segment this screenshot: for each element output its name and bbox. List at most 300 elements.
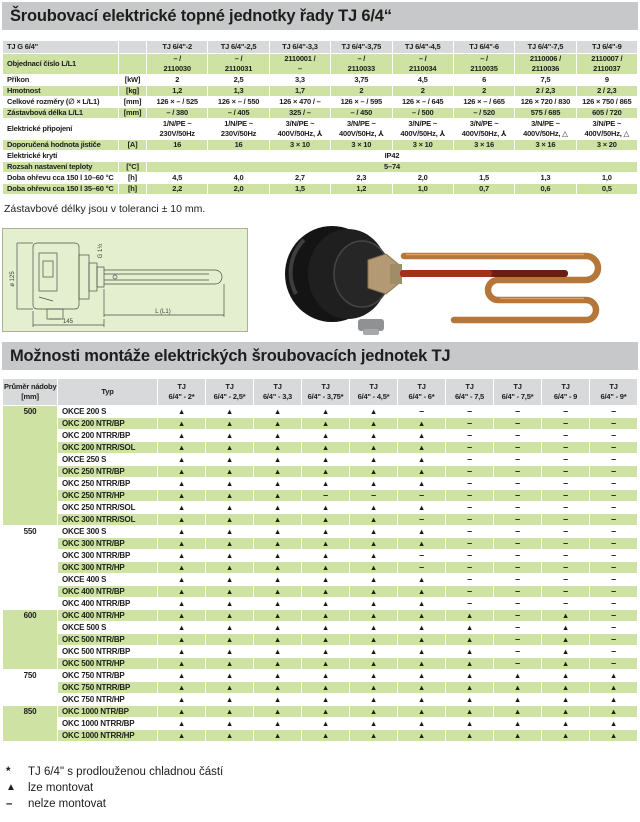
mount-mark: ▲ xyxy=(350,502,398,514)
spec-value: 1,5 xyxy=(453,173,514,184)
spec-row xyxy=(3,162,638,173)
spec-value: 126 × – / 665 xyxy=(453,97,514,108)
mount-mark: ▲ xyxy=(254,658,302,670)
mount-mark: ▲ xyxy=(446,682,494,694)
spec-value: 4,0 xyxy=(208,173,269,184)
mount-type: OKC 750 NTR/BP xyxy=(58,670,158,682)
spec-value: 1,2 xyxy=(147,86,208,97)
mount-mark: ▲ xyxy=(302,430,350,442)
spec-value: 3/N/PE ~ 400V/50Hz, ⅄ xyxy=(453,119,514,140)
spec-col-header: TJ 6/4"-4,5 xyxy=(392,41,453,54)
spec-value: 126 × – / 525 xyxy=(147,97,208,108)
mount-mark: – xyxy=(590,610,638,622)
legend-text-mountable: lze montovat xyxy=(28,782,94,794)
mount-mark: ▲ xyxy=(542,634,590,646)
mount-mark: ▲ xyxy=(542,610,590,622)
spec-value: 3 × 16 xyxy=(515,140,576,151)
spec-value: 1,0 xyxy=(392,184,453,195)
mount-type: OKC 1000 NTR/BP xyxy=(58,706,158,718)
mount-col-header: TJ 6/4" - 3,3 xyxy=(254,379,302,406)
mount-mark: ▲ xyxy=(158,538,206,550)
mount-mark: ▲ xyxy=(254,586,302,598)
mount-mark: – xyxy=(590,550,638,562)
mount-mark: ▲ xyxy=(446,730,494,742)
mount-mark: – xyxy=(542,562,590,574)
spec-col-header: TJ 6/4"-3,75 xyxy=(331,41,392,54)
spec-value: 575 / 685 xyxy=(515,108,576,119)
mount-mark: – xyxy=(590,598,638,610)
spec-value: 126 × – / 550 xyxy=(208,97,269,108)
spec-row-label: Celkové rozměry (∅ × L/L1) xyxy=(3,97,119,108)
mount-mark: – xyxy=(590,502,638,514)
spec-row xyxy=(3,108,638,119)
mount-type: OKC 500 NTR/BP xyxy=(58,634,158,646)
mount-mark: ▲ xyxy=(542,658,590,670)
spec-value: 0,6 xyxy=(515,184,576,195)
spec-col-header: TJ 6/4"-7,5 xyxy=(515,41,576,54)
mount-mark: – xyxy=(542,586,590,598)
spec-value: 3/N/PE ~ 400V/50Hz, ⅄ xyxy=(269,119,330,140)
mount-mark: ▲ xyxy=(302,706,350,718)
mount-mark: ▲ xyxy=(398,586,446,598)
spec-value: 3 × 10 xyxy=(331,140,392,151)
mount-mark: ▲ xyxy=(302,682,350,694)
mount-mark: ▲ xyxy=(398,694,446,706)
mount-mark: ▲ xyxy=(206,682,254,694)
mount-mark: ▲ xyxy=(158,694,206,706)
spec-value: 2 xyxy=(453,86,514,97)
mount-mark: – xyxy=(494,658,542,670)
mount-mark: ▲ xyxy=(206,490,254,502)
spec-row-label: Příkon xyxy=(3,75,119,86)
mount-mark: ▲ xyxy=(350,718,398,730)
mount-type: OKC 200 NTR/BP xyxy=(58,418,158,430)
mount-mark: ▲ xyxy=(542,718,590,730)
triangle-symbol: ▲ xyxy=(6,782,16,793)
mount-mark: – xyxy=(590,478,638,490)
spec-row-unit: [A] xyxy=(119,140,147,151)
spec-col-header: TJ 6/4"-3,3 xyxy=(269,41,330,54)
mount-mark: ▲ xyxy=(398,574,446,586)
mount-mark: – xyxy=(494,442,542,454)
spec-value: 2 / 2,3 xyxy=(515,86,576,97)
mount-mark: ▲ xyxy=(446,670,494,682)
mount-mark: ▲ xyxy=(350,454,398,466)
spec-value: 3 × 10 xyxy=(392,140,453,151)
spec-value: 126 × 720 / 830 xyxy=(515,97,576,108)
mount-mark: ▲ xyxy=(206,550,254,562)
mount-mark: ▲ xyxy=(206,706,254,718)
spec-corner-label: TJ G 6/4" xyxy=(3,41,119,54)
mount-mark: ▲ xyxy=(254,490,302,502)
mount-mark: ▲ xyxy=(254,718,302,730)
mount-row xyxy=(3,610,638,622)
legend-item-not-mountable xyxy=(6,796,223,812)
mount-mark: ▲ xyxy=(446,622,494,634)
mount-row xyxy=(3,562,638,574)
mount-mark: ▲ xyxy=(398,706,446,718)
spec-value: 126 × – / 645 xyxy=(392,97,453,108)
mount-mark: ▲ xyxy=(302,718,350,730)
mount-mark: ▲ xyxy=(254,706,302,718)
mount-mark: – xyxy=(590,574,638,586)
spec-value: 16 xyxy=(208,140,269,151)
mount-type: OKC 300 NTRR/BP xyxy=(58,550,158,562)
mount-mark: – xyxy=(494,622,542,634)
mount-mark: ▲ xyxy=(446,718,494,730)
mount-mark: – xyxy=(590,658,638,670)
mount-mark: – xyxy=(590,526,638,538)
spec-row xyxy=(3,54,638,75)
mount-mark: ▲ xyxy=(398,622,446,634)
mount-type: OKCE 400 S xyxy=(58,574,158,586)
spec-value: – / 2110031 xyxy=(208,54,269,75)
mount-mark: ▲ xyxy=(206,442,254,454)
mount-mark: – xyxy=(542,466,590,478)
spec-value: 3/N/PE ~ 400V/50Hz, △ xyxy=(515,119,576,140)
mount-mark: ▲ xyxy=(302,622,350,634)
mount-mark: – xyxy=(446,562,494,574)
mount-mark: – xyxy=(446,586,494,598)
spec-row xyxy=(3,86,638,97)
mount-mark: ▲ xyxy=(302,634,350,646)
mount-header-row xyxy=(3,379,638,406)
spec-value: 1/N/PE ~ 230V/50Hz xyxy=(147,119,208,140)
mount-mark: ▲ xyxy=(206,694,254,706)
mount-mark: ▲ xyxy=(206,610,254,622)
mount-mark: ▲ xyxy=(302,478,350,490)
mount-mark: ▲ xyxy=(350,646,398,658)
mount-mark: ▲ xyxy=(350,586,398,598)
spec-col-header: TJ 6/4"-2,5 xyxy=(208,41,269,54)
mount-mark: ▲ xyxy=(494,730,542,742)
spec-value: 0,7 xyxy=(453,184,514,195)
spec-value: 2,2 xyxy=(147,184,208,195)
mount-mark: ▲ xyxy=(254,502,302,514)
mount-mark: – xyxy=(494,502,542,514)
spec-value: 3,3 xyxy=(269,75,330,86)
technical-drawing-panel xyxy=(2,228,248,332)
mount-mark: ▲ xyxy=(302,598,350,610)
mount-mark: – xyxy=(494,538,542,550)
dash-symbol: – xyxy=(6,798,13,810)
mount-mark: ▲ xyxy=(206,478,254,490)
spec-value: 0,5 xyxy=(576,184,637,195)
mount-mark: – xyxy=(590,430,638,442)
mount-mark: – xyxy=(542,598,590,610)
mount-mark: ▲ xyxy=(398,718,446,730)
product-photo xyxy=(272,222,632,337)
spec-row-label: Rozsah nastavení teploty xyxy=(3,162,119,173)
spec-col-header: TJ 6/4"-2 xyxy=(147,41,208,54)
mount-mark: – xyxy=(542,418,590,430)
mount-mark: ▲ xyxy=(158,658,206,670)
mount-mark: ▲ xyxy=(254,478,302,490)
mount-mark: ▲ xyxy=(206,658,254,670)
mount-row xyxy=(3,526,638,538)
mount-row xyxy=(3,406,638,418)
mount-mark: – xyxy=(446,478,494,490)
mount-mark: – xyxy=(542,406,590,418)
mount-mark: – xyxy=(494,598,542,610)
spec-value: – / 450 xyxy=(331,108,392,119)
mount-mark: ▲ xyxy=(398,466,446,478)
mount-mark: ▲ xyxy=(542,706,590,718)
mount-mark: ▲ xyxy=(254,442,302,454)
mount-mark: ▲ xyxy=(350,550,398,562)
mount-row xyxy=(3,418,638,430)
legend-item-extended xyxy=(6,764,223,780)
mount-row xyxy=(3,586,638,598)
mount-mark: ▲ xyxy=(206,730,254,742)
mount-diameter: 500 xyxy=(3,406,58,526)
mount-mark: ▲ xyxy=(254,622,302,634)
mount-mark: ▲ xyxy=(302,670,350,682)
mount-mark: – xyxy=(494,466,542,478)
mount-mark: – xyxy=(494,454,542,466)
mount-mark: – xyxy=(446,550,494,562)
mount-mark: – xyxy=(494,514,542,526)
mount-mark: ▲ xyxy=(302,514,350,526)
mount-mark: – xyxy=(590,454,638,466)
mount-type: OKC 250 NTR/BP xyxy=(58,466,158,478)
spec-value: 126 × 470 / – xyxy=(269,97,330,108)
mount-mark: ▲ xyxy=(158,418,206,430)
spec-row-unit: [kW] xyxy=(119,75,147,86)
mount-mark: ▲ xyxy=(254,466,302,478)
section1-title: Šroubovací elektrické topné jednotky řady TJ 6/4“ xyxy=(2,2,638,30)
mount-mark: ▲ xyxy=(350,706,398,718)
mount-mark: – xyxy=(494,646,542,658)
mount-row xyxy=(3,478,638,490)
mount-mark: ▲ xyxy=(350,694,398,706)
tolerance-note: Zástavbové délky jsou v toleranci ± 10 mm. xyxy=(4,203,206,215)
mount-type-header: Typ xyxy=(58,379,158,406)
mount-mark: – xyxy=(446,418,494,430)
mount-mark: ▲ xyxy=(350,730,398,742)
mount-mark: ▲ xyxy=(350,598,398,610)
mount-mark: ▲ xyxy=(302,646,350,658)
mount-mark: ▲ xyxy=(542,694,590,706)
mount-mark: ▲ xyxy=(446,634,494,646)
mount-col-header: TJ 6/4" - 7,5 xyxy=(446,379,494,406)
mount-mark: – xyxy=(494,478,542,490)
mount-type: OKCE 250 S xyxy=(58,454,158,466)
mount-mark: ▲ xyxy=(206,586,254,598)
mount-mark: ▲ xyxy=(302,586,350,598)
mount-mark: ▲ xyxy=(254,634,302,646)
mount-col-header: TJ 6/4" - 3,75* xyxy=(302,379,350,406)
mount-mark: – xyxy=(542,514,590,526)
mount-row xyxy=(3,490,638,502)
mount-mark: ▲ xyxy=(590,670,638,682)
spec-col-header: TJ 6/4"-6 xyxy=(453,41,514,54)
section2-title: Možnosti montáže elektrických šroubovacích jednotek TJ xyxy=(2,342,638,370)
spec-value: 126 × 750 / 865 xyxy=(576,97,637,108)
spec-value: 2110001 / – xyxy=(269,54,330,75)
spec-value: 2,0 xyxy=(392,173,453,184)
mount-mark: ▲ xyxy=(158,706,206,718)
mount-row xyxy=(3,682,638,694)
mount-mark: ▲ xyxy=(254,670,302,682)
drawing-thread-label: G 1½ xyxy=(98,243,104,259)
mount-type: OKCE 300 S xyxy=(58,526,158,538)
mount-mark: – xyxy=(494,562,542,574)
mount-mark: ▲ xyxy=(158,526,206,538)
mount-mark: – xyxy=(446,598,494,610)
mount-row xyxy=(3,514,638,526)
spec-value: – / 500 xyxy=(392,108,453,119)
mount-diameter: 600 xyxy=(3,610,58,670)
mount-mark: ▲ xyxy=(254,406,302,418)
spec-value: – / 380 xyxy=(147,108,208,119)
mount-mark: ▲ xyxy=(446,646,494,658)
spec-unit-header xyxy=(119,41,147,54)
mount-mark: – xyxy=(494,634,542,646)
mount-mark: – xyxy=(302,490,350,502)
spec-span-value: IP42 xyxy=(147,151,638,162)
spec-value: 2 / 2,3 xyxy=(576,86,637,97)
mount-col-header: TJ 6/4" - 4,5* xyxy=(350,379,398,406)
mount-mark: ▲ xyxy=(350,538,398,550)
legend-text-not-mountable: nelze montovat xyxy=(28,798,106,810)
mount-mark: ▲ xyxy=(446,706,494,718)
mount-mark: ▲ xyxy=(398,478,446,490)
mount-mark: ▲ xyxy=(302,694,350,706)
spec-row xyxy=(3,151,638,162)
mount-mark: – xyxy=(590,586,638,598)
spec-value: 7,5 xyxy=(515,75,576,86)
spec-table-wrap xyxy=(2,40,638,195)
spec-row-label: Doba ohřevu cca 150 l 10–60 °C xyxy=(3,173,119,184)
mount-row xyxy=(3,454,638,466)
mount-mark: ▲ xyxy=(158,454,206,466)
mount-mark: ▲ xyxy=(398,526,446,538)
mount-mark: – xyxy=(494,586,542,598)
spec-value: 3/N/PE ~ 400V/50Hz, ⅄ xyxy=(331,119,392,140)
mount-mark: – xyxy=(590,466,638,478)
spec-value: 2 xyxy=(331,86,392,97)
mount-mark: – xyxy=(446,454,494,466)
mount-mark: ▲ xyxy=(158,646,206,658)
mount-mark: ▲ xyxy=(350,406,398,418)
mount-mark: ▲ xyxy=(590,694,638,706)
spec-row-label: Doba ohřevu cca 150 l 35–60 °C xyxy=(3,184,119,195)
spec-value: 325 / – xyxy=(269,108,330,119)
mount-mark: ▲ xyxy=(350,574,398,586)
mount-mark: – xyxy=(446,574,494,586)
mount-mark: – xyxy=(542,526,590,538)
spec-value: – / 520 xyxy=(453,108,514,119)
mount-mark: ▲ xyxy=(302,406,350,418)
mount-mark: ▲ xyxy=(158,430,206,442)
mount-mark: ▲ xyxy=(494,718,542,730)
mount-mark: – xyxy=(446,490,494,502)
mount-mark: – xyxy=(590,406,638,418)
mount-mark: – xyxy=(446,442,494,454)
mount-mark: ▲ xyxy=(158,514,206,526)
mount-mark: – xyxy=(446,430,494,442)
spec-value: 1,0 xyxy=(576,173,637,184)
mount-diameter: 850 xyxy=(3,706,58,742)
mount-type: OKC 250 NTRR/SOL xyxy=(58,502,158,514)
mount-mark: ▲ xyxy=(206,634,254,646)
mount-mark: – xyxy=(542,574,590,586)
mount-mark: – xyxy=(494,406,542,418)
mount-type: OKCE 200 S xyxy=(58,406,158,418)
mount-mark: – xyxy=(542,478,590,490)
mount-mark: ▲ xyxy=(398,610,446,622)
spec-value: 3/N/PE ~ 400V/50Hz, ⅄ xyxy=(392,119,453,140)
spec-value: 3 × 10 xyxy=(269,140,330,151)
mount-mark: ▲ xyxy=(350,514,398,526)
mount-mark: – xyxy=(446,406,494,418)
mount-mark: ▲ xyxy=(206,646,254,658)
mount-mark: ▲ xyxy=(398,658,446,670)
mount-col-header: TJ 6/4" - 6* xyxy=(398,379,446,406)
mount-mark: ▲ xyxy=(446,694,494,706)
drawing-diameter-label: ø 125 xyxy=(10,271,16,287)
spec-value: 2110006 / 2110036 xyxy=(515,54,576,75)
spec-row-label: Zástavbová délka L/L1 xyxy=(3,108,119,119)
mount-mark: ▲ xyxy=(158,562,206,574)
mount-row xyxy=(3,538,638,550)
mount-row xyxy=(3,622,638,634)
spec-row xyxy=(3,97,638,108)
mount-row xyxy=(3,502,638,514)
mount-mark: ▲ xyxy=(590,706,638,718)
mount-mark: ▲ xyxy=(206,718,254,730)
spec-value: – / 2110030 xyxy=(147,54,208,75)
mount-mark: ▲ xyxy=(158,490,206,502)
mount-type: OKCE 500 S xyxy=(58,622,158,634)
spec-value: 126 × – / 595 xyxy=(331,97,392,108)
mount-mark: – xyxy=(494,430,542,442)
mount-mark: – xyxy=(446,466,494,478)
mount-col-header: TJ 6/4" - 9* xyxy=(590,379,638,406)
spec-value: 3 × 20 xyxy=(576,140,637,151)
mount-mark: – xyxy=(446,514,494,526)
mount-mark: ▲ xyxy=(494,682,542,694)
spec-value: 2 xyxy=(147,75,208,86)
mount-mark: ▲ xyxy=(254,682,302,694)
mount-mark: ▲ xyxy=(590,718,638,730)
mount-mark: ▲ xyxy=(158,622,206,634)
mount-row xyxy=(3,706,638,718)
spec-value: 3/N/PE ~ 400V/50Hz, △ xyxy=(576,119,637,140)
mount-type: OKC 200 NTRR/SOL xyxy=(58,442,158,454)
mount-type: OKC 400 NTR/BP xyxy=(58,586,158,598)
mount-type: OKC 500 NTRR/BP xyxy=(58,646,158,658)
mount-mark: ▲ xyxy=(206,418,254,430)
mount-mark: ▲ xyxy=(398,730,446,742)
mount-mark: – xyxy=(398,550,446,562)
mount-mark: ▲ xyxy=(350,442,398,454)
mount-mark: ▲ xyxy=(542,682,590,694)
mount-mark: ▲ xyxy=(254,598,302,610)
mount-mark: – xyxy=(446,526,494,538)
spec-value: 1/N/PE ~ 230V/50Hz xyxy=(208,119,269,140)
mount-mark: – xyxy=(494,526,542,538)
mount-row xyxy=(3,694,638,706)
mount-mark: ▲ xyxy=(398,646,446,658)
mount-mark: ▲ xyxy=(398,502,446,514)
spec-value: 9 xyxy=(576,75,637,86)
mount-type: OKC 250 NTRR/BP xyxy=(58,478,158,490)
mount-diameter: 550 xyxy=(3,526,58,610)
mount-mark: ▲ xyxy=(302,562,350,574)
mount-mark: ▲ xyxy=(542,730,590,742)
